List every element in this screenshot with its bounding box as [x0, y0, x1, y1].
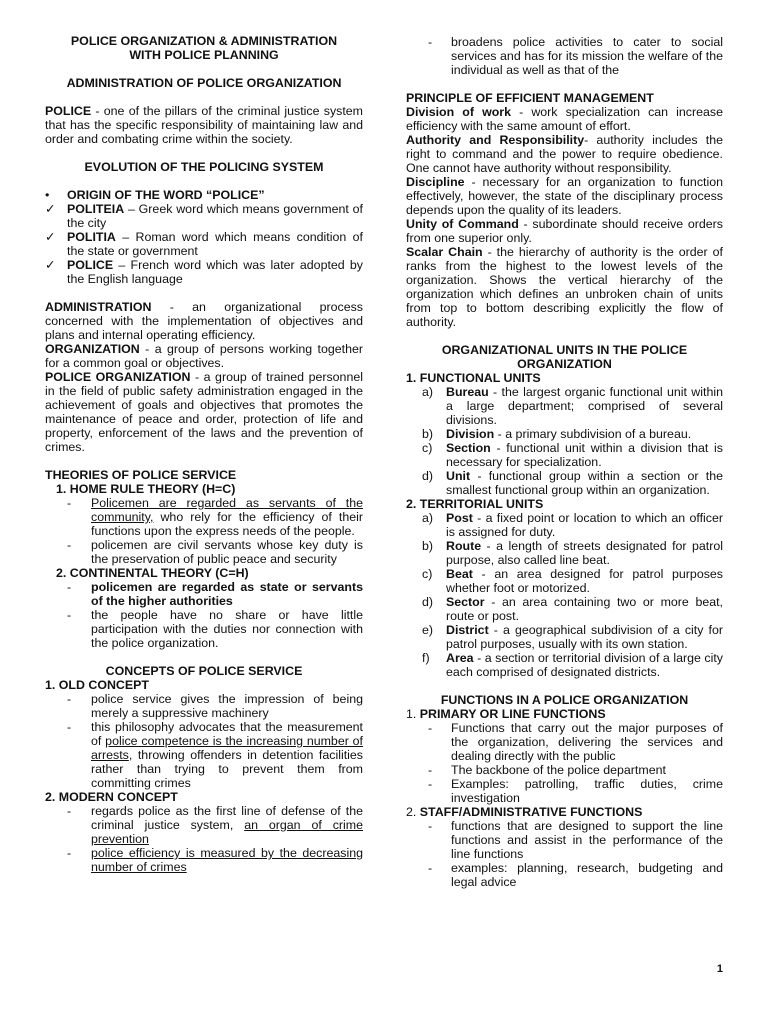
old-concept-heading: 1. OLD CONCEPT — [45, 678, 149, 692]
list-item: - Examples: patrolling, traffic duties, crime investigation — [428, 777, 723, 805]
section-heading-evolution: EVOLUTION OF THE POLICING SYSTEM — [84, 160, 324, 174]
list-item: - policemen are civil servants whose key duty is the preservation of public peace and security — [67, 538, 363, 566]
list-item: d) Unit - functional group within a section or the smallest functional group within an organization. — [422, 469, 723, 497]
page-number: 1 — [716, 963, 723, 975]
list-item: ✓ POLITIA – Roman word which means condition of the state or government — [45, 230, 363, 258]
functional-units-heading: 1. FUNCTIONAL UNITS — [406, 371, 541, 385]
list-item: - The backbone of the police department — [428, 763, 666, 777]
list-item: a) Post - a fixed point or location to which an officer is assigned for duty. — [422, 511, 723, 539]
principle-item: Division of work - work specialization can increase efficiency with the same amount of effort. — [406, 105, 723, 133]
bullet-icon: • — [45, 188, 50, 202]
list-item: - Policemen are regarded as servants of the community, who rely for the efficiency of their functions upon the express needs of the people. — [67, 496, 363, 538]
left-column — [45, 0, 363, 874]
principle-item: Authority and Responsibility- authority includes the right to command and the power to require obedience. One cannot have authority without responsibility. — [406, 133, 723, 175]
list-item: c) Beat - an area designed for patrol purposes whether foot or motorized. — [422, 567, 723, 595]
dash-marker: - — [428, 861, 433, 875]
list-item: a) Bureau - the largest organic functional unit within a large department; comprised of several divisions. — [422, 385, 723, 427]
principle-item: Discipline - necessary for an organization to function effectively, however, the state of the disciplinary process depends upon the quality of its leaders. — [406, 175, 723, 217]
dash-marker: - — [428, 777, 433, 791]
administration-definition: ADMINISTRATION - an organizational process concerned with the implementation of objectives and plans and internal operating efficiency. — [45, 300, 363, 342]
section-heading-administration: ADMINISTRATION OF POLICE ORGANIZATION — [66, 76, 342, 90]
list-item: - examples: planning, research, budgeting and legal advice — [428, 861, 723, 889]
list-item: b) Division - a primary subdivision of a bureau. — [422, 427, 692, 441]
right-column — [406, 0, 723, 889]
principle-item: Unity of Command - subordinate should receive orders from one superior only. — [406, 217, 723, 245]
section-heading-units: ORGANIZATIONAL UNITS IN THE POLICE ORGANIZATION — [441, 343, 688, 371]
dash-marker: - — [67, 692, 72, 706]
police-organization-definition: POLICE ORGANIZATION - a group of trained personnel in the field of public safety administration engaged in the achievement of goals and objectives that promotes the maintenance of peace and order, protection of life and property, enforcement of the laws and the prevention of crimes. — [45, 370, 363, 454]
list-item: - police efficiency is measured by the decreasing number of crimes — [67, 846, 363, 874]
list-item: ✓ POLITEIA – Greek word which means government of the city — [45, 202, 363, 230]
modern-concept-heading: 2. MODERN CONCEPT — [45, 790, 178, 804]
list-item: - broadens police activities to cater to social services and has for its mission the welfare of the individual as well as that of the — [428, 35, 723, 77]
primary-functions-heading: 1. PRIMARY OR LINE FUNCTIONS — [406, 707, 606, 721]
dash-marker: - — [67, 720, 72, 734]
list-item: f) Area - a section or territorial division of a large city each comprised of designated districts. — [422, 651, 723, 679]
dash-marker: - — [428, 819, 433, 833]
check-icon: ✓ — [45, 258, 56, 272]
list-item: - police service gives the impression of being merely a suppressive machinery — [67, 692, 363, 720]
list-item: c) Section - functional unit within a division that is necessary for specialization. — [422, 441, 723, 469]
section-heading-functions: FUNCTIONS IN A POLICE ORGANIZATION — [440, 693, 689, 707]
dash-marker: - — [428, 763, 433, 777]
dash-marker: - — [67, 580, 72, 594]
check-icon: ✓ — [45, 230, 56, 244]
organization-definition: ORGANIZATION - a group of persons working together for a common goal or objectives. — [45, 342, 363, 370]
list-item: - the people have no share or have little participation with the duties nor connection with the police organization. — [67, 608, 363, 650]
document-subtitle: WITH POLICE PLANNING — [129, 48, 279, 62]
section-heading-concepts: CONCEPTS OF POLICE SERVICE — [105, 664, 303, 678]
list-item: d) Sector - an area containing two or more beat, route or post. — [422, 595, 723, 623]
dash-marker: - — [428, 35, 433, 49]
list-item: • ORIGIN OF THE WORD “POLICE” — [45, 188, 265, 202]
list-item: b) Route - a length of streets designated for patrol purpose, also called line beat. — [422, 539, 723, 567]
territorial-units-heading: 2. TERRITORIAL UNITS — [406, 497, 544, 511]
dash-marker: - — [67, 846, 72, 860]
document-title: POLICE ORGANIZATION & ADMINISTRATION — [70, 34, 338, 48]
list-item: - policemen are regarded as state or servants of the higher authorities — [67, 580, 363, 608]
principle-item: Scalar Chain - the hierarchy of authority is the order of ranks from the highest to the lowest levels of the organization. Shows the vertical hierarchy of the organization which defines an unbroken chain of units from top to bottom describing explicitly the flow of authority. — [406, 245, 723, 329]
home-rule-heading: 1. HOME RULE THEORY (H=C) — [56, 482, 236, 496]
dash-marker: - — [67, 804, 72, 818]
dash-marker: - — [428, 721, 433, 735]
dash-marker: - — [67, 538, 72, 552]
check-icon: ✓ — [45, 202, 56, 216]
list-item: - Functions that carry out the major purposes of the organization, delivering the services and dealing directly with the public — [428, 721, 723, 763]
section-heading-principles: PRINCIPLE OF EFFICIENT MANAGEMENT — [406, 91, 654, 105]
list-item: e) District - a geographical subdivision of a city for patrol purposes, usually with its own station. — [422, 623, 723, 651]
list-item: - this philosophy advocates that the measurement of police competence is the increasing number of arrests, throwing offenders in detention facilities rather than trying to prevent them from committing crimes — [67, 720, 364, 790]
list-item: - regards police as the first line of defense of the criminal justice system, an organ of crime prevention — [67, 804, 363, 846]
police-definition: POLICE - one of the pillars of the criminal justice system that has the specific responsibility of maintaining law and order and combating crime within the society. — [45, 104, 363, 146]
staff-functions-heading: 2. STAFF/ADMINISTRATIVE FUNCTIONS — [406, 805, 643, 819]
dash-marker: - — [67, 608, 72, 622]
continental-heading: 2. CONTINENTAL THEORY (C=H) — [56, 566, 249, 580]
list-item: ✓ POLICE – French word which was later adopted by the English language — [45, 258, 363, 286]
section-heading-theories: THEORIES OF POLICE SERVICE — [45, 468, 237, 482]
list-item: - functions that are designed to support the line functions and assist in the performance of the line functions — [428, 819, 723, 861]
dash-marker: - — [67, 496, 72, 510]
